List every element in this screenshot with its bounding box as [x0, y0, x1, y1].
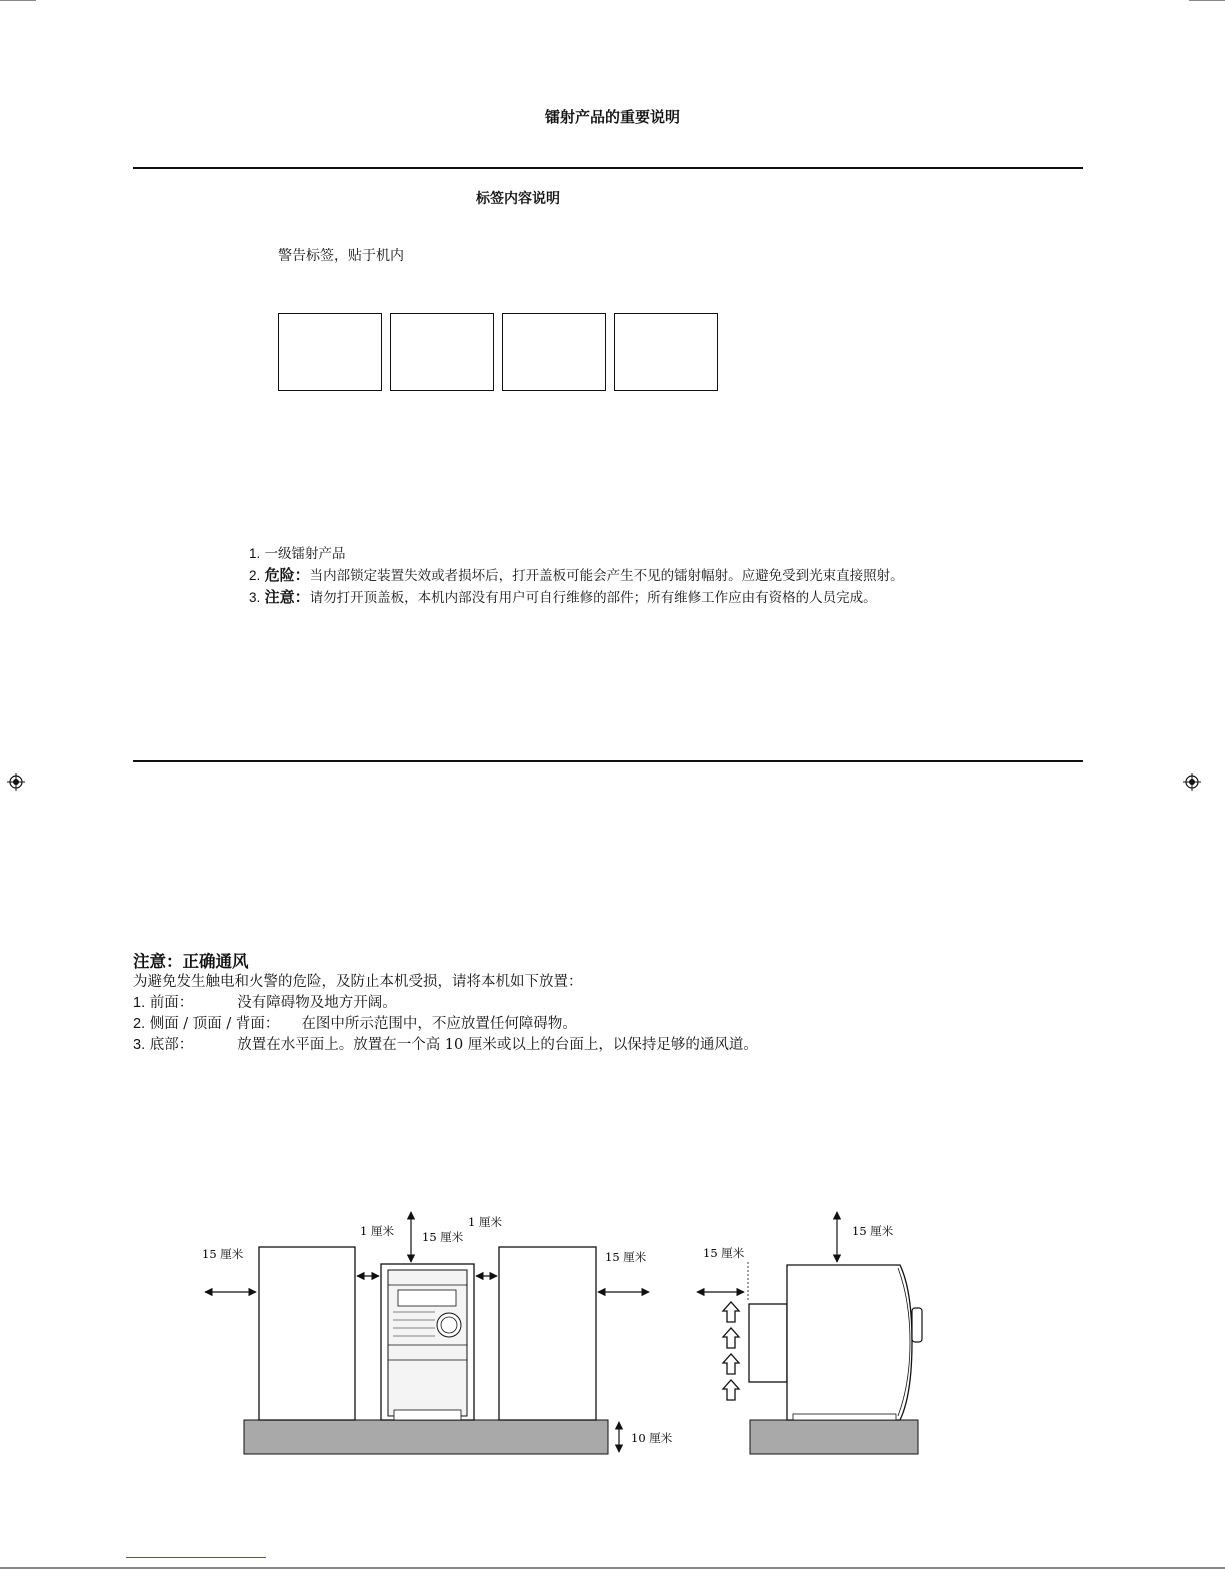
- right-speaker: [499, 1247, 596, 1420]
- gap-left-label: 1 厘米: [360, 1224, 394, 1238]
- side-view-unit: [749, 1265, 922, 1420]
- ventilation-heading: 注意：正确通风: [133, 952, 249, 971]
- front-shelf: [244, 1420, 608, 1454]
- list-item: 2. 侧面 / 顶面 / 背面： 在图中所示范围中，不应放置任何障碍物。: [133, 1016, 577, 1032]
- bottom-blue-line: [126, 1557, 266, 1558]
- main-unit: [381, 1264, 474, 1420]
- side-back-label: 15 厘米: [703, 1246, 745, 1260]
- note-item: 1. 一级镭射产品: [249, 546, 346, 562]
- left-speaker: [259, 1247, 355, 1420]
- gap-right-label: 1 厘米: [468, 1215, 502, 1229]
- airflow-arrow-icon: [723, 1302, 739, 1400]
- note-item: 3. 注意：请勿打开顶盖板，本机内部没有用户可自行维修的部件；所有维修工作应由有资格的人员完成。: [249, 589, 877, 606]
- note-item: 2. 危险：当内部锁定装置失效或者损坏后，打开盖板可能会产生不见的镭射幅射。应避免受到光束直接照射。: [249, 567, 904, 584]
- warning-label-caption: 警告标签，贴于机内: [278, 248, 404, 264]
- side-top-label: 15 厘米: [852, 1224, 894, 1238]
- ventilation-intro: 为避免发生触电和火警的危险，及防止本机受损，请将本机如下放置：: [133, 974, 583, 990]
- page-title: 镭射产品的重要说明: [544, 108, 680, 126]
- right-side-label: 15 厘米: [605, 1250, 647, 1264]
- list-item: 1. 前面： 没有障碍物及地方开阔。: [133, 995, 397, 1011]
- side-shelf: [750, 1420, 918, 1454]
- top-front-label: 15 厘米: [422, 1230, 464, 1244]
- label-section-title: 标签内容说明: [476, 191, 560, 207]
- bottom-label: 10 厘米: [631, 1431, 673, 1445]
- list-item: 3. 底部： 放置在水平面上。放置在一个高 10 厘米或以上的台面上，以保持足够的通风道。: [133, 1037, 758, 1053]
- left-side-label: 15 厘米: [202, 1247, 244, 1261]
